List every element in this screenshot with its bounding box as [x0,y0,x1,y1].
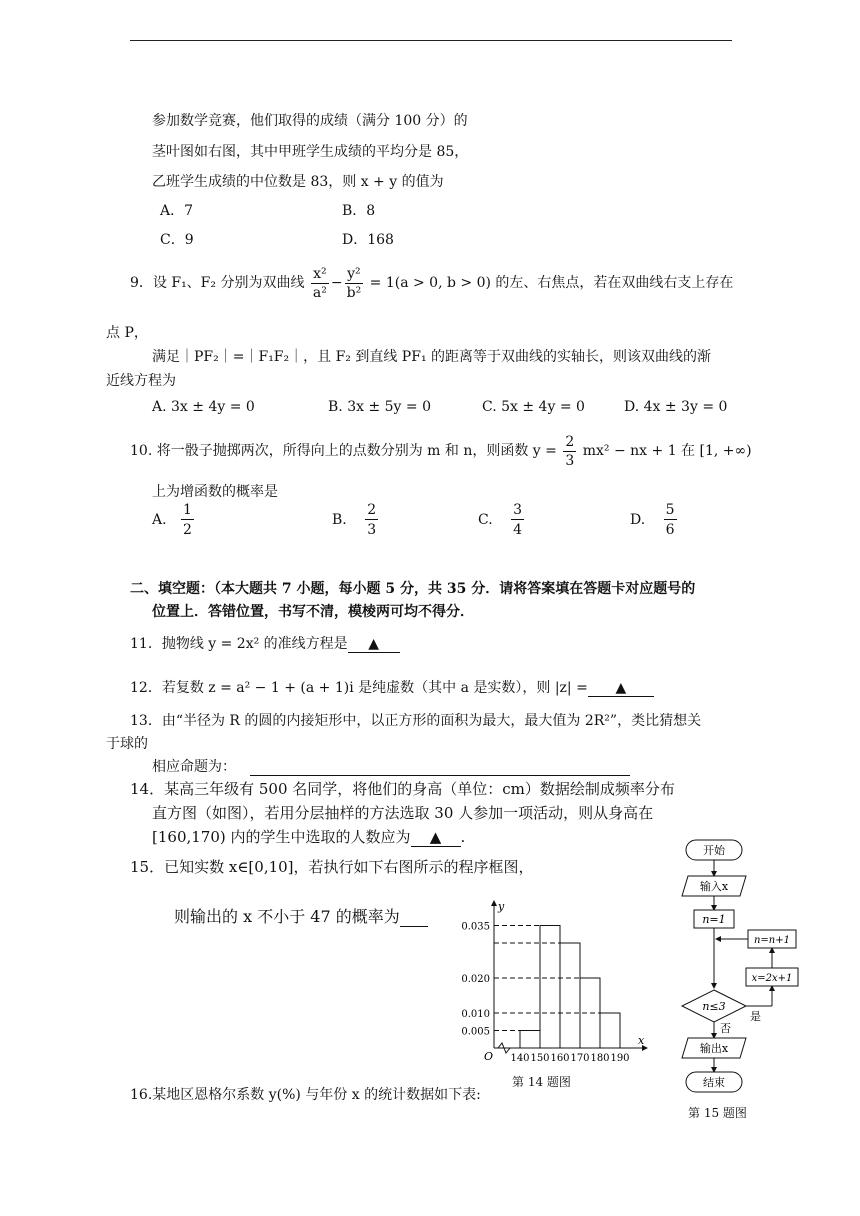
flowchart [666,836,816,1116]
flow-input-label: 输入x [699,880,729,893]
q10-option-c: C. $\frac{3}{4}$ [478,501,523,538]
q8-option-d: D．168 [342,232,394,248]
x-tick-label: 150 [530,1053,550,1064]
q8-option-c: C．9 [160,232,194,248]
x-axis-label: x [638,1034,645,1047]
q9-line4: 近线方程为 [106,373,176,389]
flow-no-label: 否 [720,1022,731,1035]
y-tick-label: 0.010 [461,1009,490,1020]
y-axis-arrow [491,900,497,906]
flow-start-label: 开始 [703,844,725,857]
x-tick-label: 160 [550,1053,570,1064]
q16: 16.某地区恩格尔系数 y(%) 与年份 x 的统计数据如下表: [130,1087,481,1103]
q15-line1: 15．已知实数 x∈[0,10]，若执行如下右图所示的程序框图， [130,858,534,876]
q13-line1: 13．由“半径为 R 的圆的内接矩形中，以正方形的面积为最大，最大值为 2R²”，类比猜想关 [130,713,702,729]
q9-fraction-x: $\frac{\text{x²}}{\text{a²}}$ [312,265,327,301]
q10-tail: mx² − nx + 1 在 [1, +∞) [582,443,752,459]
histogram-chart [456,898,656,1078]
q9-line3: 满足｜PF₂｜=｜F₁F₂｜，且 F₂ 到直线 PF₁ 的距离等于双曲线的实轴长，则该双曲线的渐 [152,349,712,365]
y-axis-label: y [498,900,505,913]
q9-fraction-y: $\frac{\text{y²}}{\text{b²}}$ [346,265,362,301]
q10-option-b: B. $\frac{2}{3}$ [332,501,377,538]
q8-option-a: A．7 [160,203,194,219]
histogram-caption: 第 14 题图 [512,1075,571,1089]
q12-answer-blank[interactable]: ▲ [588,680,654,697]
q8-line2: 茎叶图如右图，其中甲班学生成绩的平均分是 85， [152,144,469,160]
q12: 12．若复数 z = a² − 1 + (a + 1)i 是纯虚数（其中 a 是实数），则 |z| = ▲ [130,677,654,697]
flow-assign-n-label: n=n+1 [753,935,791,946]
q9-suffix: 的左、右焦点，若在双曲线右支上存在 [495,275,734,291]
q8-line3: 乙班学生成绩的中位数是 83，则 x + y 的值为 [152,174,444,190]
histogram-bar [600,1013,620,1048]
q8-line1: 参加数学竞赛，他们取得的成绩（满分 100 分）的 [152,113,468,129]
q13-line3: 相应命题为： [152,756,630,776]
x-tick-label: 170 [570,1053,590,1064]
x-tick-label: 140 [510,1053,530,1064]
y-tick-label: 0.005 [461,1026,490,1038]
q9-option-b: B. 3x ± 5y = 0 [328,399,431,415]
flow-output-label: 输出x [699,1042,729,1055]
q9-stem: 9．设 F₁、F₂ 分别为双曲线 $\frac{\text{x²}}{\text{a²}}$ − $\frac{\text{y²}}{\text{b²}}$ = 1(a > 0, b > 0) 的左、右焦点，若在双曲线右支上存在 [130,265,734,301]
q8-option-b: B．8 [342,203,376,219]
flow-condition-label: n≤3 [702,1000,726,1013]
y-tick-label: 0.020 [461,974,490,985]
q9-line2: 点 P， [106,325,148,341]
section2-heading-line2: 位置上．答错位置，书写不清，模棱两可均不得分． [152,604,474,620]
q13-answer-blank[interactable] [250,761,630,776]
header-rule [130,40,732,41]
q14-line3: [160,170) 内的学生中选取的人数应为 ▲ . [152,828,466,846]
histogram-bar [540,926,560,1049]
flow-end-label: 结束 [703,1076,725,1089]
q11: 11．抛物线 y = 2x² 的准线方程是 ▲ [130,633,400,653]
histogram-bar [520,1031,540,1049]
q15-line2: 则输出的 x 不小于 47 的概率为 [174,904,428,927]
flowchart-caption: 第 15 题图 [688,1106,747,1120]
section2-heading-line1: 二、填空题：（本大题共 7 小题，每小题 5 分，共 35 分．请将答案填在答题卡对应题号的 [130,581,696,597]
q9-option-c: C. 5x ± 4y = 0 [482,399,585,415]
q10-option-d: D. $\frac{5}{6}$ [630,501,675,538]
q11-answer-blank[interactable]: ▲ [348,636,400,653]
flow-init-label: n=1 [702,913,726,926]
q9-equation-tail: = 1(a > 0, b > 0) [369,275,491,291]
q10-line2: 上为增函数的概率是 [152,484,278,500]
x-tick-label: 180 [590,1053,610,1064]
flow-yes-label: 是 [750,1010,761,1023]
origin-label: O [484,1050,494,1063]
histogram-bar [560,943,580,1048]
y-tick-label: 0.035 [461,921,490,933]
q10-prefix: 10. 将一骰子抛掷两次，所得向上的点数分别为 m 和 n，则函数 y = [130,443,557,459]
q9-option-a: A. 3x ± 4y = 0 [152,399,255,415]
q14-answer-blank[interactable]: ▲ [411,828,461,847]
q9-option-d: D. 4x ± 3y = 0 [624,399,728,415]
q14-line2: 直方图（如图），若用分层抽样的方法选取 30 人参加一项活动，则从身高在 [152,804,654,822]
q14-line1: 14．某高三年级有 500 名同学，将他们的身高（单位：cm）数据绘制成频率分布 [130,780,675,798]
q10-stem [130,430,752,472]
q10-option-a: A. $\frac{1}{2}$ [152,501,192,538]
x-tick-label: 190 [610,1053,630,1064]
q10-fraction: $\frac{2}{3}$ [565,433,575,469]
flow-assign-x-label: x=2x+1 [751,973,793,984]
q9-prefix: 9．设 F₁、F₂ 分别为双曲线 [130,275,305,291]
q15-answer-blank[interactable] [400,907,428,927]
q13-line2: 于球的 [106,736,148,752]
